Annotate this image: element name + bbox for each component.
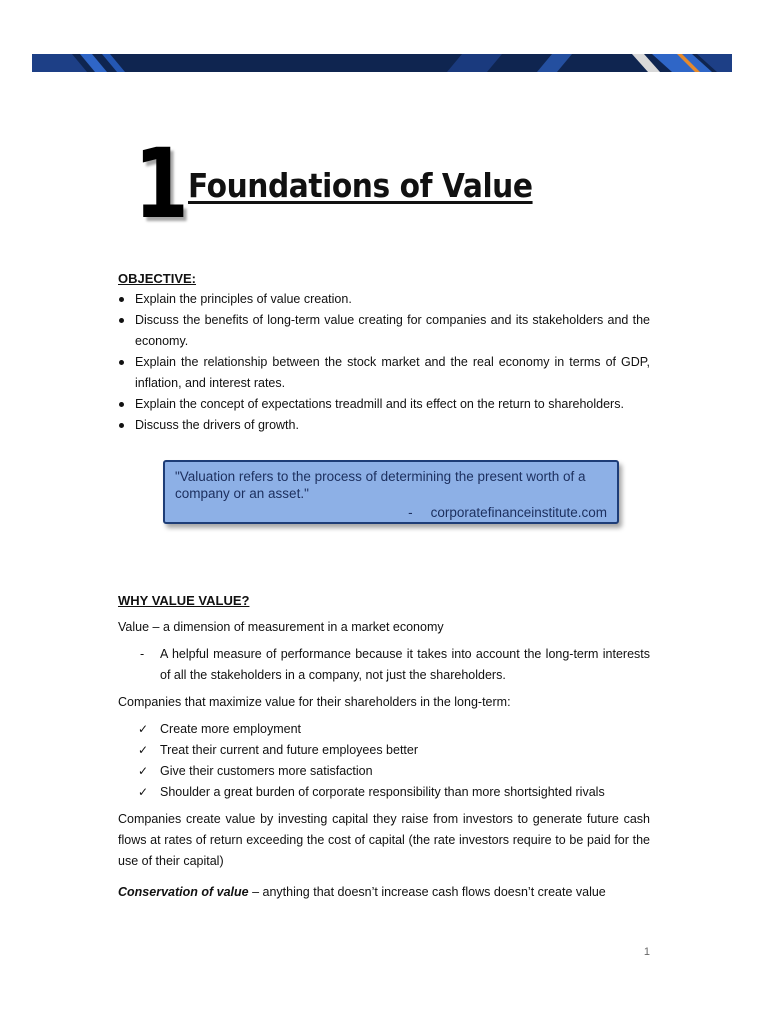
objective-heading: OBJECTIVE: <box>118 271 197 286</box>
companies-intro: Companies that maximize value for their shareholders in the long-term: <box>118 695 511 709</box>
list-item: Explain the relationship between the stock market and the real economy in terms of GDP, inflation, and interest rates. <box>118 352 650 394</box>
chapter-number: 1 <box>134 128 189 240</box>
conservation-paragraph <box>118 882 650 903</box>
dash-marker: - <box>140 647 145 661</box>
check-list <box>118 719 650 803</box>
list-item: Discuss the drivers of growth. <box>118 415 650 436</box>
header-banner <box>32 54 732 72</box>
quote-dash: - <box>408 505 413 520</box>
conservation-text: – anything that doesn’t increase cash flows doesn’t create value <box>248 885 606 899</box>
list-item: ✓ Treat their current and future employees better <box>118 740 650 761</box>
check-icon: ✓ <box>138 764 149 778</box>
objective-list <box>118 289 650 436</box>
list-item: ✓ Create more employment <box>118 719 650 740</box>
why-value-section <box>118 590 650 903</box>
value-definition: Value – a dimension of measurement in a market economy <box>118 620 444 634</box>
dash-item-text: A helpful measure of performance because it takes into account the long-term interests of all the stakeholders in a company, not just the shareholders. <box>160 647 650 682</box>
check-icon: ✓ <box>138 722 149 736</box>
list-item: Discuss the benefits of long-term value creating for companies and its stakeholders and the economy. <box>118 310 650 352</box>
objective-section <box>118 268 650 436</box>
check-icon: ✓ <box>138 785 149 799</box>
page-number: 1 <box>643 946 650 958</box>
list-item: ✓ Shoulder a great burden of corporate responsibility than more shortsighted rivals <box>118 782 650 803</box>
chapter-title-block <box>134 128 654 240</box>
list-item: ✓ Give their customers more satisfaction <box>118 761 650 782</box>
dash-list-item <box>118 644 650 686</box>
list-item: Explain the concept of expectations treadmill and its effect on the return to shareholders. <box>118 394 650 415</box>
why-value-heading: WHY VALUE VALUE? <box>118 593 250 608</box>
quote-text: "Valuation refers to the process of determining the present worth of a company or an asset." <box>175 469 586 501</box>
create-value-paragraph: Companies create value by investing capital they raise from investors to generate future cash flows at rates of return exceeding the cost of capital (the rate investors require to be paid for the use of their capital) <box>118 812 650 868</box>
quote-attribution <box>175 504 607 521</box>
conservation-term: Conservation of value <box>118 885 249 899</box>
list-item: Explain the principles of value creation. <box>118 289 650 310</box>
quote-box <box>163 460 619 524</box>
banner-stripes-graphic <box>32 54 732 72</box>
chapter-title: Foundations of Value <box>188 166 533 205</box>
quote-source: corporatefinanceinstitute.com <box>430 505 607 520</box>
check-icon: ✓ <box>138 743 149 757</box>
